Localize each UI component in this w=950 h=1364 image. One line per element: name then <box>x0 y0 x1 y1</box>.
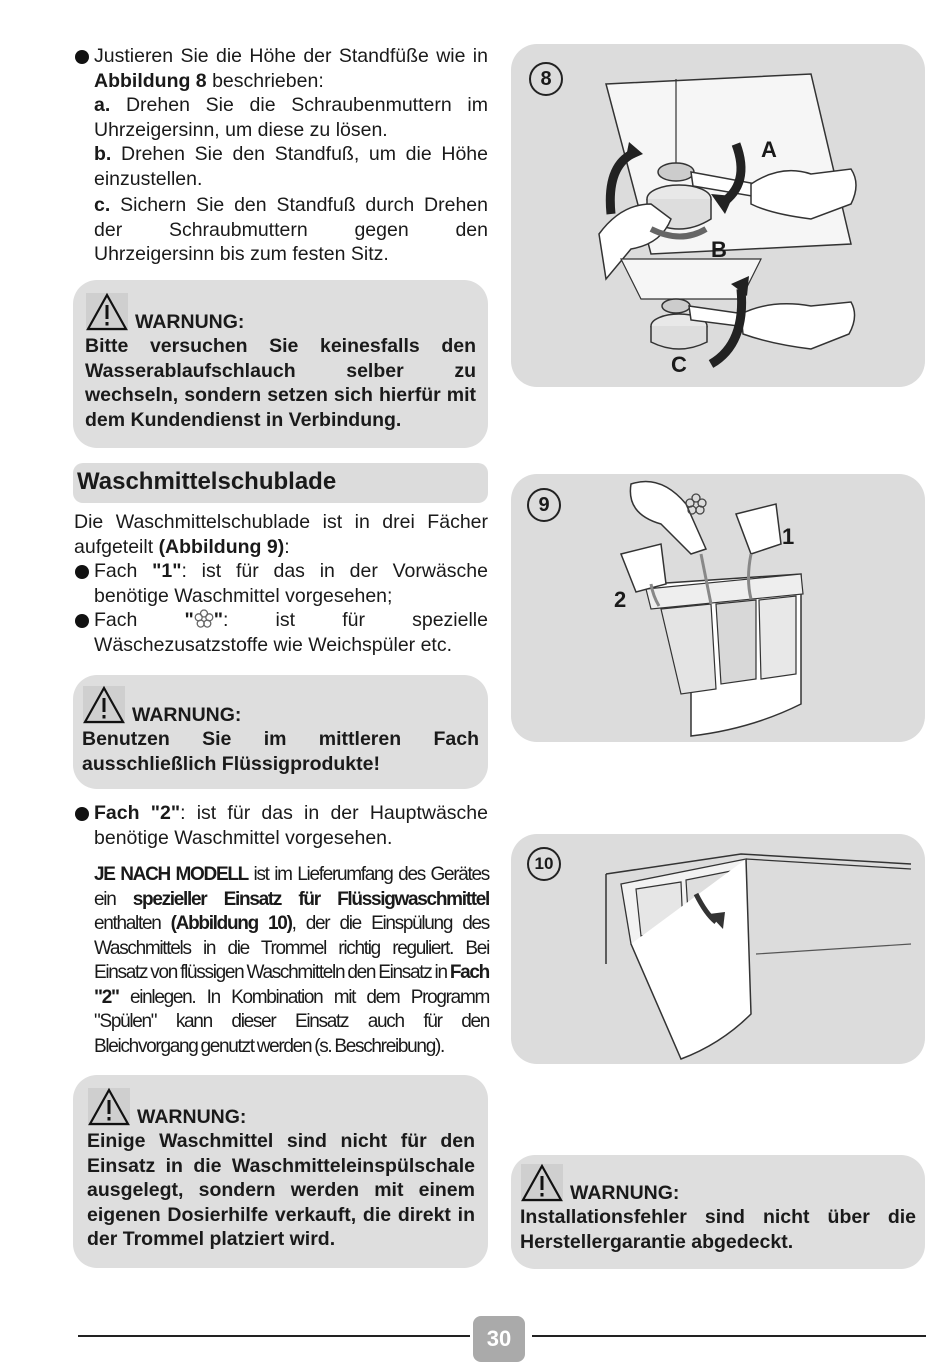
figure-8-number: 8 <box>529 62 563 96</box>
warning-box-drain-hose <box>73 280 488 448</box>
warning-heading: WARNUNG: <box>87 1087 475 1127</box>
figure-9-number: 9 <box>527 488 561 522</box>
figure-10-box <box>511 834 925 1064</box>
compartment-2-description <box>74 801 488 850</box>
step-b: b. Drehen Sie den Standfuß, um die Höhe einzustellen. <box>94 143 488 190</box>
figure-9-box <box>511 474 925 742</box>
compartment-2-bullet: Fach "2": ist für das in der Hauptwäsche benötige Waschmittel vorgesehen. <box>74 801 488 850</box>
warning-box-dosing <box>73 1075 488 1268</box>
figure-10-number: 10 <box>527 847 561 881</box>
figure-8-label-c: C <box>671 352 687 377</box>
warning-text: Installationsfehler sind nicht über die Herstellergarantie abgedeckt. <box>520 1206 916 1253</box>
model-note <box>94 863 489 1059</box>
detergent-drawer-illustration <box>511 474 925 742</box>
figure-8-label-a: A <box>761 137 777 162</box>
warning-heading: WARNUNG: <box>85 292 476 332</box>
warning-triangle-icon <box>85 292 129 332</box>
model-note-paragraph: JE NACH MODELL ist im Lieferumfang des Gerätes ein spezieller Einsatz für Flüssigwaschmittel enthalten (Abbildung 10), der die Einspülung des Waschmittels in die Trommel richtig reguliert. Bei Einsatz von flüssigen Waschmitteln den Einsatz in Fach "2" einlegen. In Kombination mit dem Programm "Spülen" kann dieser Einsatz auch für den Bleichvorgang genutzt werden (s. Beschreibung). <box>94 864 489 1057</box>
warning-heading: WARNUNG: <box>520 1163 916 1203</box>
step-a: a. Drehen Sie die Schraubenmuttern im Uhrzeigersinn, um diese zu lösen. <box>94 94 488 141</box>
foot-adjustment-illustration <box>511 44 925 387</box>
leveling-instructions <box>74 44 488 267</box>
warning-heading: WARNUNG: <box>82 685 479 725</box>
step-c: c. Sichern Sie den Standfuß durch Drehen der Schraubmuttern gegen den Uhrzeigersinn bis zum festen Sitz. <box>94 194 488 265</box>
figure-9-label-2: 2 <box>614 587 627 612</box>
leveling-bullet: Justieren Sie die Höhe der Standfüße wie in Abbildung 8 beschrieben: <box>74 44 488 93</box>
figure-8-box <box>511 44 925 387</box>
flower-icon <box>194 609 214 629</box>
warning-triangle-icon <box>87 1087 131 1127</box>
warning-box-installation <box>511 1155 925 1269</box>
warning-text: Einige Waschmittel sind nicht für den Einsatz in die Waschmitteleinspülschale ausgelegt, sondern werden mit einem eigenen Dosierhilfe verkauft, die direkt in der Trommel platziert wird. <box>87 1130 475 1250</box>
warning-triangle-icon <box>82 685 126 725</box>
compartment-1-bullet: Fach "1": ist für das in der Vorwäsche benötige Waschmittel vorgesehen; <box>74 559 488 608</box>
intro-paragraph: Die Waschmittelschublade ist in drei Fächer aufgeteilt (Abbildung 9): <box>74 511 488 558</box>
figure-9-label-1: 1 <box>782 524 795 549</box>
page-number: 30 <box>473 1316 525 1362</box>
warning-triangle-icon <box>520 1163 564 1203</box>
footer-rule-right <box>532 1335 926 1337</box>
section-title-detergent-drawer: Waschmittelschublade <box>73 463 488 503</box>
figure-8-label-b: B <box>711 237 727 262</box>
detergent-drawer-description <box>74 510 488 657</box>
footer-rule-left <box>78 1335 470 1337</box>
warning-box-liquid-only <box>73 675 488 789</box>
warning-text: Bitte versuchen Sie keinesfalls den Wasserablaufschlauch selber zu wechseln, sondern setzen sich hierfür mit dem Kundendienst in Verbindung. <box>85 335 476 431</box>
liquid-insert-illustration <box>511 834 925 1064</box>
compartment-softener-bullet: Fach " ": ist für spezielle Wäschezusatzstoffe wie Weichspüler etc. <box>74 608 488 657</box>
warning-text: Benutzen Sie im mittleren Fach ausschließlich Flüssigprodukte! <box>82 728 479 775</box>
